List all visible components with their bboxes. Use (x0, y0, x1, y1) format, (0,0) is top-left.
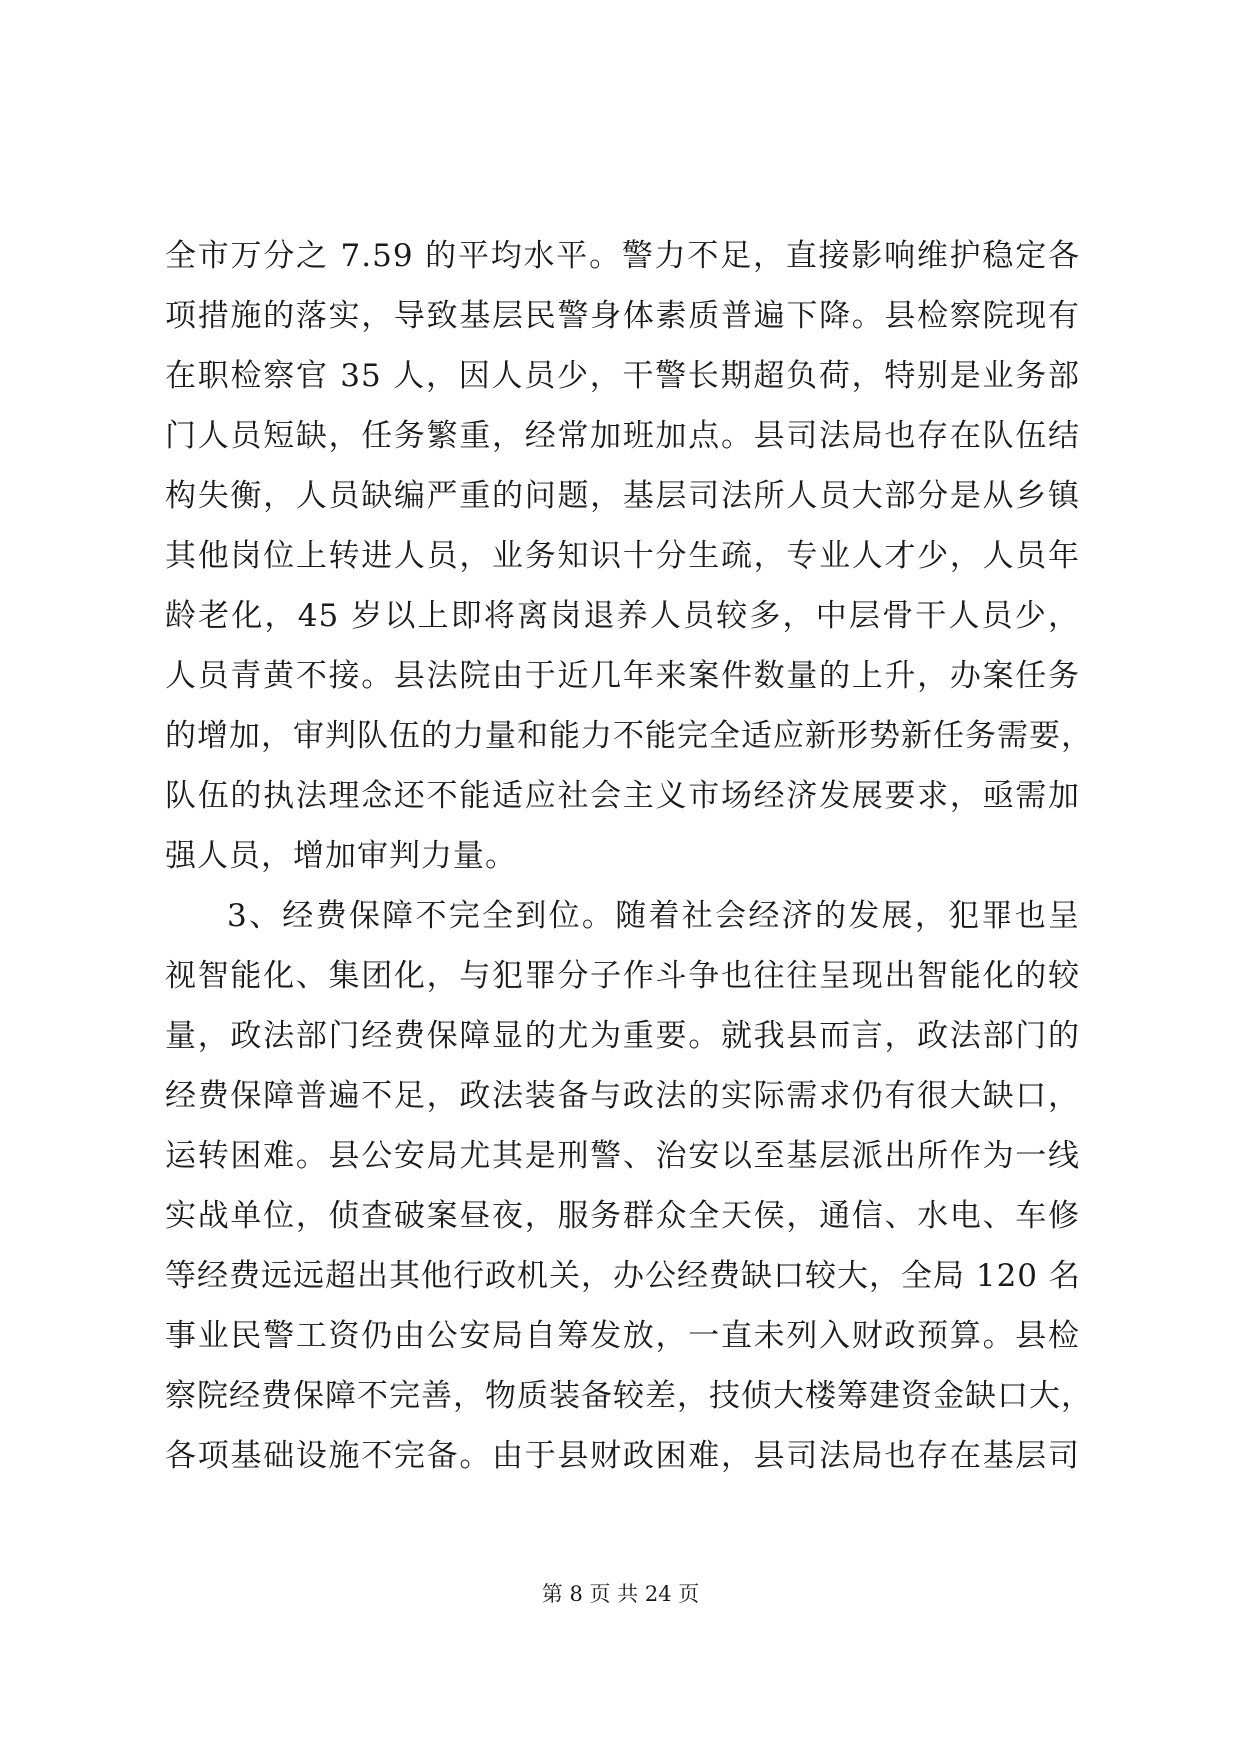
text-line: 各项基础设施不完备。由于县财政困难，县司法局也存在基层司 (165, 1438, 1080, 1474)
text-line: 人员青黄不接。县法院由于近几年来案件数量的上升，办案任务 (165, 658, 1080, 694)
text-line: 门人员短缺，任务繁重，经常加班加点。县司法局也存在队伍结 (165, 418, 1080, 454)
text-line: 项措施的落实，导致基层民警身体素质普遍下降。县检察院现有 (165, 298, 1080, 334)
text-line: 龄老化，45 岁以上即将离岗退养人员较多，中层骨干人员少， (165, 598, 1080, 634)
text-line: 强人员，增加审判力量。 (165, 838, 517, 874)
text-line: 等经费远远超出其他行政机关，办公经费缺口较大，全局 120 名 (165, 1258, 1081, 1294)
paragraph-1 (165, 226, 1093, 886)
text-line: 在职检察官 35 人，因人员少，干警长期超负荷，特别是业务部 (165, 358, 1080, 394)
page-number-footer: 第 8 页 共 24 页 (541, 1582, 700, 1606)
text-line: 3、经费保障不完全到位。随着社会经济的发展，犯罪也呈 (227, 898, 1080, 934)
text-line: 构失衡，人员缺编严重的问题，基层司法所人员大部分是从乡镇 (165, 478, 1080, 514)
text-line: 量，政法部门经费保障显的尤为重要。就我县而言，政法部门的 (165, 1018, 1080, 1054)
text-line: 实战单位，侦查破案昼夜，服务群众全天侯，通信、水电、车修 (165, 1198, 1080, 1234)
text-line: 的增加，审判队伍的力量和能力不能完全适应新形势新任务需要， (165, 718, 1093, 754)
text-line: 事业民警工资仍由公安局自筹发放，一直未列入财政预算。县检 (165, 1318, 1080, 1354)
text-line: 队伍的执法理念还不能适应社会主义市场经济发展要求，亟需加 (165, 778, 1080, 814)
document-body (165, 226, 1093, 1486)
text-line: 经费保障普遍不足，政法装备与政法的实际需求仍有很大缺口， (165, 1078, 1080, 1114)
text-line: 察院经费保障不完善，物质装备较差，技侦大楼筹建资金缺口大， (165, 1378, 1093, 1414)
paragraph-2 (165, 886, 1093, 1486)
text-line: 全市万分之 7.59 的平均水平。警力不足，直接影响维护稳定各 (165, 238, 1080, 274)
text-line: 视智能化、集团化，与犯罪分子作斗争也往往呈现出智能化的较 (165, 958, 1080, 994)
text-line: 运转困难。县公安局尤其是刑警、治安以至基层派出所作为一线 (165, 1138, 1080, 1174)
text-line: 其他岗位上转进人员，业务知识十分生疏，专业人才少，人员年 (165, 538, 1080, 574)
